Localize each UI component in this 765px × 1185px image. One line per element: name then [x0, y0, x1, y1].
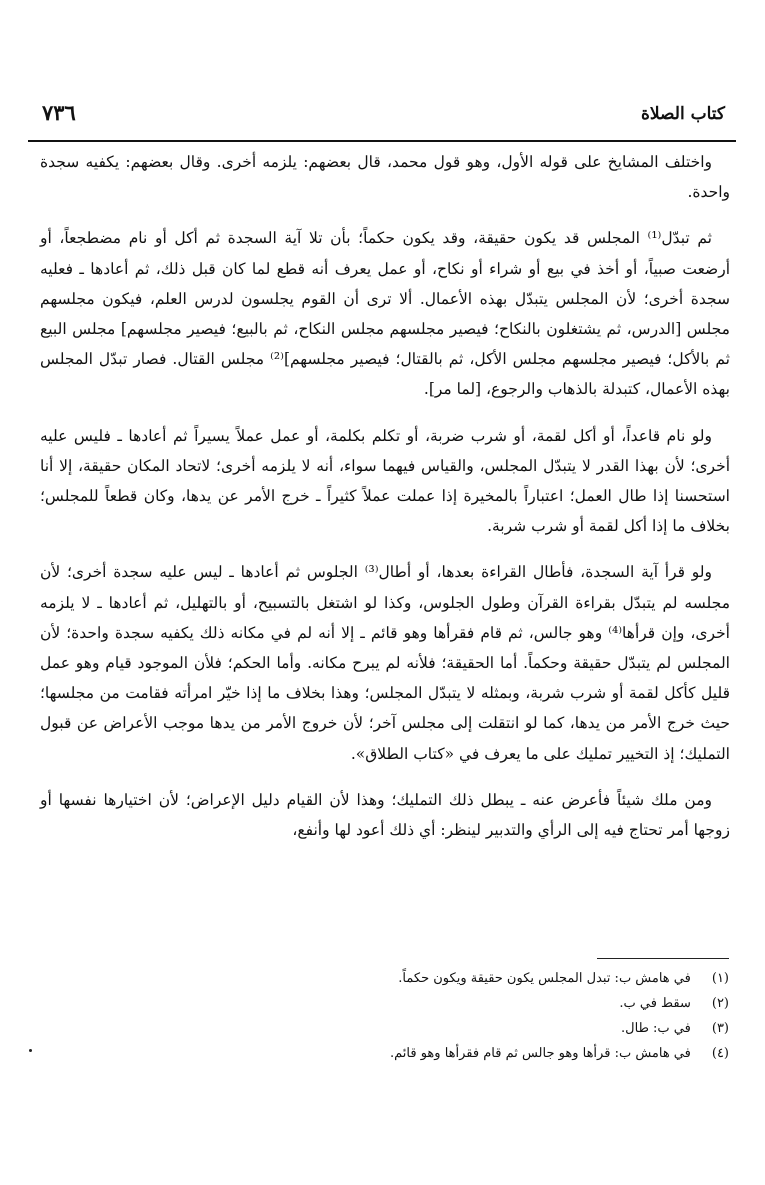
footnote-number: (٢) — [711, 996, 729, 1011]
paragraph: ولو نام قاعداً، أو أكل لقمة، أو شرب ضربة، أو تكلم بكلمة، أو عمل عملاً يسيراً ثم أعادها ـ فليس عليه أخرى؛ لأن بهذا القدر لا يتبدّل المجلس، والقياس فيهما سواء، أنه لا يلزمه أخرى؛ لاتحاد المكان حقيقة، إلا أنا استحسنا إذا طال العمل؛ اعتباراً بالمخيرة إذا عملت عملاً كثيراً ـ خرج الأمر عن يدها، وكان قطعاً للمجلس؛ بخلاف ما إذا أكل لقمة أو شرب شربة. — [40, 426, 730, 536]
footnote-text: في هامش ب: قرأها وهو جالس ثم قام فقرأها وهو قائم. — [390, 1046, 691, 1061]
footnote-item — [69, 991, 729, 1016]
footnote-item — [69, 1016, 729, 1041]
footnote-rule — [597, 958, 729, 959]
paragraph: ثم تبدّل⁽¹⁾ المجلس قد يكون حقيقة، وقد يكون حكماً؛ بأن تلا آية السجدة ثم أكل أو نام مضطجعاً، أو أرضعت صبياً، أو أخذ في بيع أو شراء أو نكاح، أو عمل يعرف أنه قطع لما كان قبل ذلك، ثم أعادها ـ فعليه سجدة أخرى؛ لأن المجلس يتبدّل بهذه الأعمال. ألا ترى أن القوم يجلسون لدرس العلم، فيكون مجلسهم مجلس [الدرس، ثم يشتغلون بالنكاح؛ فيصير مجلسهم مجلس النكاح، ثم بالبيع؛ فيصير مجلسهم] مجلس البيع ثم بالأكل؛ فيصير مجلسهم مجلس الأكل، ثم بالقتال؛ فيصير مجلسهم]⁽²⁾ مجلس القتال. فصار تبدّل المجلس بهذه الأعمال، كتبدلة بالذهاب والرجوع، [لما مر]. — [40, 229, 730, 399]
page-number: ٧٣٦ — [42, 100, 76, 125]
paragraph: واختلف المشايخ على قوله الأول، وهو قول محمد، قال بعضهم: يلزمه أخرى. وقال بعضهم: يكفيه سجدة واحدة. — [40, 153, 730, 202]
footnotes — [69, 966, 729, 1066]
footnote-number: (١) — [711, 971, 729, 986]
scan-speck — [29, 1049, 32, 1052]
paragraph: ولو قرأ آية السجدة، فأطال القراءة بعدها، أو أطال⁽³⁾ الجلوس ثم أعادها ـ ليس عليه سجدة أخرى؛ لأن مجلسه لم يتبدّل بقراءة القرآن وطول الجلوس، وكذا لو اشتغل بالتسبيح، أو بالتهليل، ثم أعادها ـ لا يلزمه أخرى، وإن قرأها⁽⁴⁾ وهو جالس، ثم قام فقرأها وهو قائم ـ إلا أنه لم في مكانه ذلك يكفيه سجدة واحدة؛ لأن المجلس لم يتبدّل حقيقة وحكماً. أما الحقيقة؛ فلأنه لم يبرح مكانه. وأما الحكم؛ فلأن الموجود قيام وهو عمل قليل كأكل لقمة أو شرب شربة، وبمثله لا يتبدّل المجلس؛ وهذا بخلاف ما إذا خيّر امرأته فقامت من مجلسها؛ حيث خرج الأمر من يدها، كما لو انتقلت إلى مجلس آخر؛ لأن خروج الأمر من يدها موجب الأعراض عن قبول التمليك؛ إذ التخيير تمليك على ما يعرف في «كتاب الطلاق». — [40, 563, 730, 763]
footnote-text: في هامش ب: تبدل المجلس يكون حقيقة ويكون حكماً. — [398, 971, 691, 986]
running-title: كتاب الصلاة — [640, 104, 725, 124]
footnote-text: في ب: طال. — [621, 1021, 691, 1036]
paragraph: ومن ملك شيئاً فأعرض عنه ـ يبطل ذلك التمليك؛ وهذا لأن القيام دليل الإعراض؛ لأن اختيارها نفسها أو زوجها أمر تحتاج فيه إلى الرأي والتدبير لينظر: أي ذلك أعود لها وأنفع، — [40, 790, 730, 840]
footnote-number: (٤) — [711, 1046, 729, 1061]
footnote-item — [69, 966, 729, 991]
footnote-text: سقط في ب. — [619, 996, 691, 1011]
main-text — [40, 147, 730, 861]
footnote-item — [69, 1041, 729, 1066]
footnote-number: (٣) — [711, 1021, 729, 1036]
page-header — [42, 100, 725, 136]
header-rule — [28, 140, 736, 142]
